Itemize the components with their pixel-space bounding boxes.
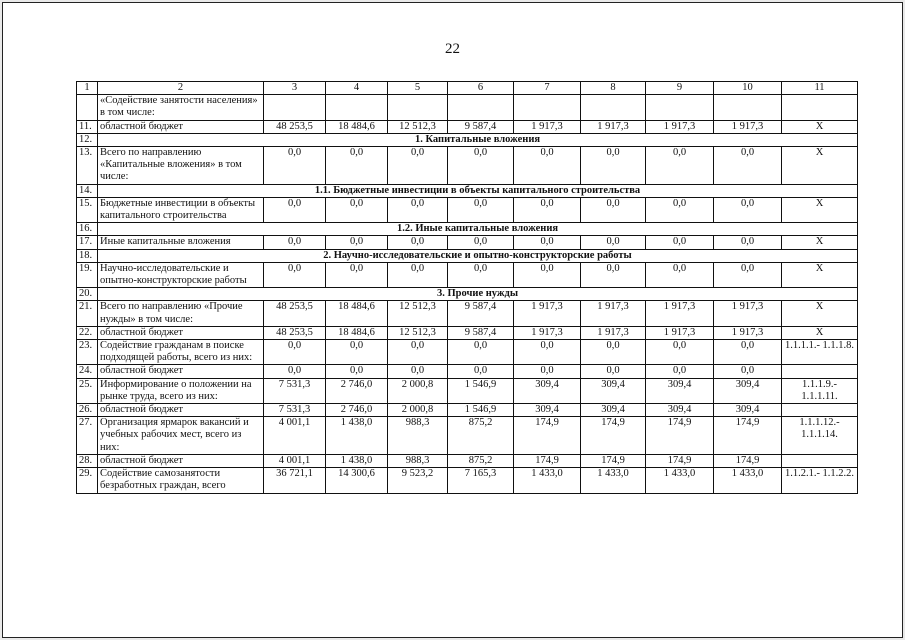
value-cell: 1 433,0 <box>514 468 581 493</box>
section-title: 2. Научно-исследовательские и опытно-конструкторские работы <box>98 249 858 262</box>
value-cell: 2 746,0 <box>326 404 388 417</box>
row-number: 28. <box>77 454 98 467</box>
value-cell: 174,9 <box>714 454 782 467</box>
value-cell: 2 000,8 <box>388 404 448 417</box>
code-cell: 1.1.2.1.- 1.1.2.2. <box>782 468 858 493</box>
value-cell: 7 531,3 <box>264 404 326 417</box>
table-row <box>77 95 858 120</box>
row-number <box>77 95 98 120</box>
value-cell <box>326 95 388 120</box>
row-number: 29. <box>77 468 98 493</box>
table-row <box>77 365 858 378</box>
row-number: 20. <box>77 288 98 301</box>
value-cell: 0,0 <box>514 236 581 249</box>
column-number: 8 <box>581 82 646 95</box>
value-cell: 1 546,9 <box>448 378 514 403</box>
value-cell: 0,0 <box>388 197 448 222</box>
value-cell: 2 000,8 <box>388 378 448 403</box>
value-cell: 1 438,0 <box>326 454 388 467</box>
value-cell: 12 512,3 <box>388 326 448 339</box>
code-cell: X <box>782 326 858 339</box>
value-cell: 14 300,6 <box>326 468 388 493</box>
value-cell: 0,0 <box>714 147 782 185</box>
row-number: 25. <box>77 378 98 403</box>
row-number: 22. <box>77 326 98 339</box>
value-cell: 9 587,4 <box>448 326 514 339</box>
table-row <box>77 326 858 339</box>
value-cell: 309,4 <box>514 404 581 417</box>
column-number: 7 <box>514 82 581 95</box>
table-row <box>77 120 858 133</box>
item-name: Содействие самозанятости безработных граждан, всего <box>98 468 264 493</box>
row-number: 16. <box>77 223 98 236</box>
table-row <box>77 197 858 222</box>
value-cell: 0,0 <box>388 340 448 365</box>
table-row <box>77 147 858 185</box>
table-body <box>77 82 858 494</box>
value-cell: 174,9 <box>514 417 581 455</box>
column-number-row <box>77 82 858 95</box>
value-cell: 9 587,4 <box>448 301 514 326</box>
value-cell: 309,4 <box>514 378 581 403</box>
value-cell: 309,4 <box>581 404 646 417</box>
value-cell: 12 512,3 <box>388 120 448 133</box>
value-cell: 0,0 <box>714 236 782 249</box>
value-cell: 0,0 <box>646 197 714 222</box>
value-cell <box>448 95 514 120</box>
value-cell: 0,0 <box>388 147 448 185</box>
item-name: Всего по направлению «Прочие нужды» в том числе: <box>98 301 264 326</box>
value-cell: 0,0 <box>448 147 514 185</box>
value-cell: 1 917,3 <box>646 120 714 133</box>
value-cell: 2 746,0 <box>326 378 388 403</box>
value-cell: 174,9 <box>646 417 714 455</box>
value-cell: 1 917,3 <box>581 301 646 326</box>
value-cell: 0,0 <box>514 262 581 287</box>
item-name: областной бюджет <box>98 404 264 417</box>
section-title: 1.1. Бюджетные инвестиции в объекты капитального строительства <box>98 184 858 197</box>
value-cell: 7 165,3 <box>448 468 514 493</box>
row-number: 18. <box>77 249 98 262</box>
value-cell: 4 001,1 <box>264 417 326 455</box>
value-cell: 0,0 <box>388 365 448 378</box>
table-row <box>77 262 858 287</box>
code-cell: X <box>782 197 858 222</box>
column-number: 4 <box>326 82 388 95</box>
section-row <box>77 249 858 262</box>
code-cell <box>782 365 858 378</box>
value-cell: 174,9 <box>581 454 646 467</box>
value-cell: 0,0 <box>326 365 388 378</box>
value-cell: 0,0 <box>646 365 714 378</box>
value-cell: 0,0 <box>326 236 388 249</box>
table-row <box>77 340 858 365</box>
value-cell <box>514 95 581 120</box>
value-cell: 0,0 <box>264 340 326 365</box>
value-cell: 0,0 <box>326 197 388 222</box>
row-number: 21. <box>77 301 98 326</box>
value-cell: 0,0 <box>326 340 388 365</box>
value-cell: 1 917,3 <box>646 301 714 326</box>
row-number: 26. <box>77 404 98 417</box>
item-name: областной бюджет <box>98 120 264 133</box>
value-cell: 0,0 <box>714 340 782 365</box>
item-name: Организация ярмарок вакансий и учебных рабочих мест, всего из них: <box>98 417 264 455</box>
item-name: областной бюджет <box>98 454 264 467</box>
value-cell: 1 917,3 <box>514 301 581 326</box>
column-number: 9 <box>646 82 714 95</box>
item-name: Научно-исследовательские и опытно-конструкторские работы <box>98 262 264 287</box>
value-cell: 1 917,3 <box>714 120 782 133</box>
value-cell: 0,0 <box>514 197 581 222</box>
column-number: 6 <box>448 82 514 95</box>
value-cell: 18 484,6 <box>326 120 388 133</box>
value-cell: 0,0 <box>448 197 514 222</box>
value-cell: 0,0 <box>388 236 448 249</box>
value-cell: 1 917,3 <box>714 301 782 326</box>
value-cell <box>646 95 714 120</box>
table-row <box>77 454 858 467</box>
value-cell: 0,0 <box>264 147 326 185</box>
row-number: 24. <box>77 365 98 378</box>
value-cell: 0,0 <box>581 236 646 249</box>
value-cell: 0,0 <box>448 236 514 249</box>
row-number: 15. <box>77 197 98 222</box>
section-title: 1. Капитальные вложения <box>98 133 858 146</box>
value-cell: 0,0 <box>714 262 782 287</box>
table-row <box>77 301 858 326</box>
value-cell: 0,0 <box>581 340 646 365</box>
value-cell: 1 433,0 <box>646 468 714 493</box>
value-cell: 0,0 <box>514 147 581 185</box>
table-row <box>77 378 858 403</box>
code-cell <box>782 95 858 120</box>
value-cell: 1 917,3 <box>714 326 782 339</box>
section-row <box>77 288 858 301</box>
section-title: 3. Прочие нужды <box>98 288 858 301</box>
page-number: 22 <box>445 41 460 57</box>
value-cell: 0,0 <box>581 365 646 378</box>
value-cell: 12 512,3 <box>388 301 448 326</box>
value-cell: 1 438,0 <box>326 417 388 455</box>
value-cell <box>388 95 448 120</box>
table-row <box>77 468 858 493</box>
value-cell <box>264 95 326 120</box>
code-cell: X <box>782 236 858 249</box>
section-title: 1.2. Иные капитальные вложения <box>98 223 858 236</box>
item-name: Иные капитальные вложения <box>98 236 264 249</box>
table-row <box>77 417 858 455</box>
value-cell: 174,9 <box>714 417 782 455</box>
value-cell: 988,3 <box>388 454 448 467</box>
code-cell: 1.1.1.1.- 1.1.1.8. <box>782 340 858 365</box>
value-cell: 174,9 <box>646 454 714 467</box>
section-row <box>77 133 858 146</box>
value-cell: 0,0 <box>448 365 514 378</box>
value-cell: 18 484,6 <box>326 326 388 339</box>
value-cell: 0,0 <box>326 147 388 185</box>
column-number: 5 <box>388 82 448 95</box>
item-name: областной бюджет <box>98 365 264 378</box>
value-cell: 1 917,3 <box>581 120 646 133</box>
value-cell: 36 721,1 <box>264 468 326 493</box>
section-row <box>77 223 858 236</box>
item-name: «Содействие занятости населения» в том числе: <box>98 95 264 120</box>
value-cell: 309,4 <box>646 378 714 403</box>
item-name: Информирование о положении на рынке труда, всего из них: <box>98 378 264 403</box>
value-cell: 0,0 <box>581 147 646 185</box>
value-cell: 875,2 <box>448 417 514 455</box>
code-cell: X <box>782 262 858 287</box>
item-name: Содействие гражданам в поиске подходящей работы, всего из них: <box>98 340 264 365</box>
value-cell: 0,0 <box>581 197 646 222</box>
value-cell: 7 531,3 <box>264 378 326 403</box>
value-cell: 0,0 <box>326 262 388 287</box>
code-cell: 1.1.1.12.- 1.1.1.14. <box>782 417 858 455</box>
item-name: Всего по направлению «Капитальные вложения» в том числе: <box>98 147 264 185</box>
value-cell: 1 917,3 <box>581 326 646 339</box>
table-row <box>77 236 858 249</box>
value-cell: 1 546,9 <box>448 404 514 417</box>
value-cell: 1 917,3 <box>514 120 581 133</box>
value-cell: 309,4 <box>714 404 782 417</box>
value-cell: 309,4 <box>714 378 782 403</box>
code-cell <box>782 454 858 467</box>
row-number: 13. <box>77 147 98 185</box>
value-cell: 0,0 <box>581 262 646 287</box>
row-number: 27. <box>77 417 98 455</box>
section-row <box>77 184 858 197</box>
value-cell: 0,0 <box>448 340 514 365</box>
value-cell: 0,0 <box>714 365 782 378</box>
code-cell: 1.1.1.9.- 1.1.1.11. <box>782 378 858 403</box>
value-cell: 9 587,4 <box>448 120 514 133</box>
row-number: 17. <box>77 236 98 249</box>
value-cell: 0,0 <box>646 147 714 185</box>
value-cell: 9 523,2 <box>388 468 448 493</box>
row-number: 11. <box>77 120 98 133</box>
value-cell: 48 253,5 <box>264 326 326 339</box>
row-number: 19. <box>77 262 98 287</box>
table-row <box>77 404 858 417</box>
column-number: 3 <box>264 82 326 95</box>
value-cell: 0,0 <box>646 340 714 365</box>
document-page <box>2 2 903 638</box>
row-number: 12. <box>77 133 98 146</box>
value-cell: 1 433,0 <box>581 468 646 493</box>
value-cell: 0,0 <box>264 365 326 378</box>
value-cell: 48 253,5 <box>264 301 326 326</box>
value-cell: 174,9 <box>581 417 646 455</box>
row-number: 23. <box>77 340 98 365</box>
budget-table <box>76 81 858 494</box>
value-cell: 309,4 <box>581 378 646 403</box>
value-cell: 18 484,6 <box>326 301 388 326</box>
value-cell: 988,3 <box>388 417 448 455</box>
value-cell: 0,0 <box>448 262 514 287</box>
column-number: 1 <box>77 82 98 95</box>
value-cell: 48 253,5 <box>264 120 326 133</box>
value-cell: 1 917,3 <box>646 326 714 339</box>
column-number: 2 <box>98 82 264 95</box>
row-number: 14. <box>77 184 98 197</box>
value-cell: 174,9 <box>514 454 581 467</box>
code-cell: X <box>782 147 858 185</box>
item-name: Бюджетные инвестиции в объекты капитального строительства <box>98 197 264 222</box>
value-cell: 0,0 <box>264 262 326 287</box>
value-cell: 875,2 <box>448 454 514 467</box>
value-cell: 0,0 <box>514 340 581 365</box>
code-cell: X <box>782 120 858 133</box>
value-cell: 0,0 <box>264 197 326 222</box>
value-cell: 0,0 <box>714 197 782 222</box>
value-cell: 1 433,0 <box>714 468 782 493</box>
value-cell: 4 001,1 <box>264 454 326 467</box>
value-cell: 0,0 <box>646 262 714 287</box>
column-number: 10 <box>714 82 782 95</box>
value-cell: 0,0 <box>264 236 326 249</box>
value-cell: 0,0 <box>514 365 581 378</box>
value-cell: 0,0 <box>388 262 448 287</box>
item-name: областной бюджет <box>98 326 264 339</box>
value-cell <box>714 95 782 120</box>
column-number: 11 <box>782 82 858 95</box>
value-cell: 1 917,3 <box>514 326 581 339</box>
code-cell <box>782 404 858 417</box>
value-cell <box>581 95 646 120</box>
value-cell: 0,0 <box>646 236 714 249</box>
code-cell: X <box>782 301 858 326</box>
value-cell: 309,4 <box>646 404 714 417</box>
